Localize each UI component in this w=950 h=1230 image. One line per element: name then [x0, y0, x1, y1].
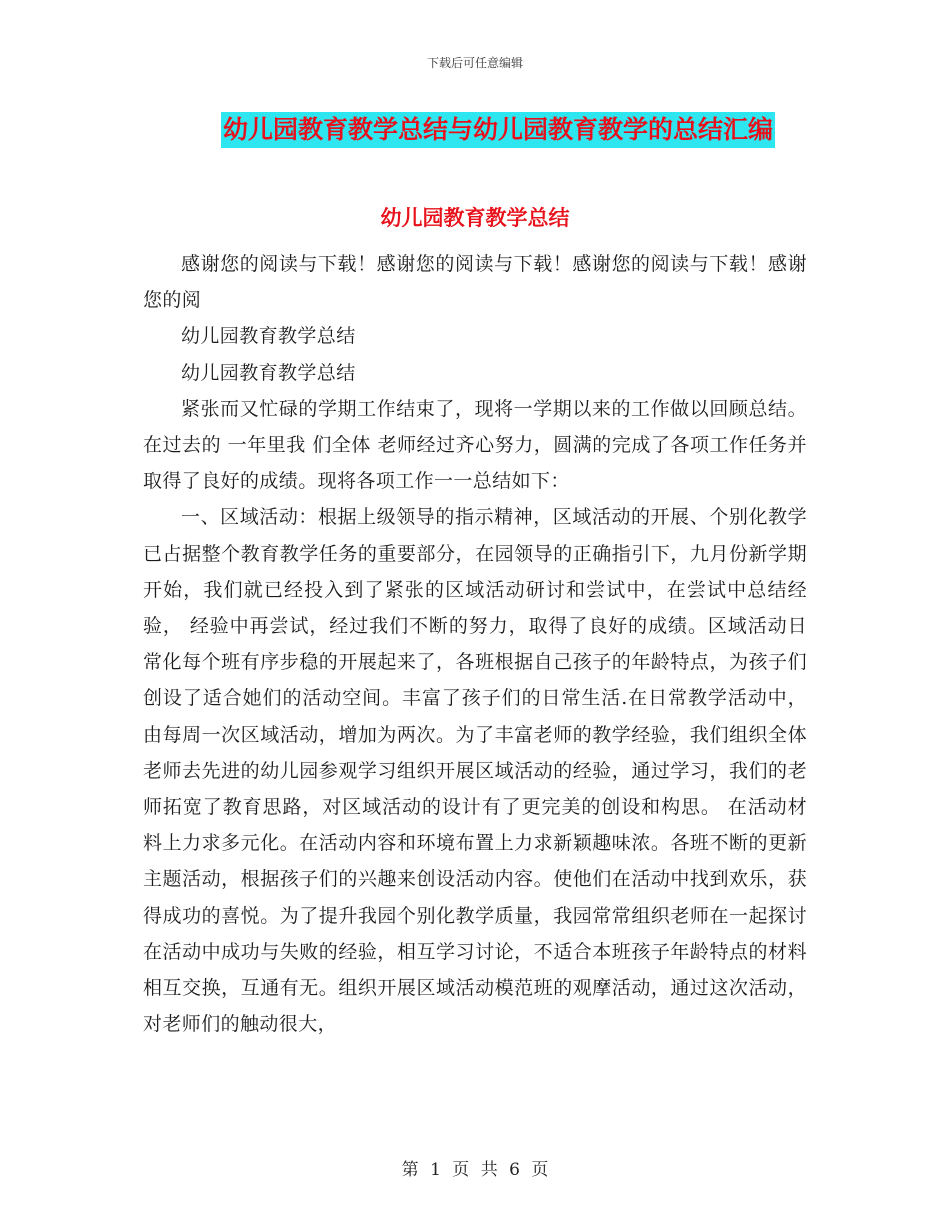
section-title: 幼儿园教育教学总结 — [380, 206, 570, 230]
header-note: 下载后可任意编辑 — [426, 56, 523, 70]
page-footer: 第 1 页 共 6 页 — [401, 1160, 549, 1180]
paragraph-subtitle-1: 幼儿园教育教学总结 — [181, 325, 356, 348]
paragraph-section-1: 一、区域活动：根据上级领导的指示精神，区域活动的开展、个别化教学已占据整个教育教学任务的重要部分，在园领导的正确指引下，九月份新学期开始，我们就已经投入到了紧张的区域活动研讨和尝试中，在尝试中总结经验， 经验中再尝试，经过我们不断的努力，取得了良好的成绩。区域活动日常化每个班有序步稳的开展起来了，各班根据自己孩子的年龄特点，为孩子们创设了适合她们的活动空间。丰富了孩子们的日常生活.在日常教学活动中，由每周一次区域活动，增加为两次。为了丰富老师的教学经验，我们组织全体老师去先进的幼儿园参观学习组织开展区域活动的经验，通过学习，我们的老师拓宽了教育思路，对区域活动的设计有了更完美的创设和构思。 在活动材料上力求多元化。在活动内容和环境布置上力求新颖趣味浓。各班不断的更新主题活动，根据孩子们的兴趣来创设活动内容。使他们在活动中找到欢乐，获得成功的喜悦。为了提升我园个别化教学质量，我园常常组织老师在一起探讨在活动中成功与失败的经验，相互学习讨论，不适合本班孩子年龄特点的材料相互交换，互通有无。组织开展区域活动模范班的观摩活动，通过这次活动，对老师们的触动很大， — [143, 506, 807, 1036]
paragraph-intro: 紧张而又忙碌的学期工作结束了，现将一学期以来的工作做以回顾总结。 在过去的 一年里我 们全体 老师经过齐心努力，圆满的完成了各项工作任务并取得了良好的成绩。现将各项工作一一总结如下： — [143, 397, 807, 493]
paragraph-subtitle-2: 幼儿园教育教学总结 — [181, 361, 356, 384]
paragraph-thanks: 感谢您的阅读与下载！感谢您的阅读与下载！感谢您的阅读与下载！感谢您的阅 — [143, 253, 807, 312]
main-title-container — [0, 112, 950, 148]
main-title: 幼儿园教育教学总结与幼儿园教育教学的总结汇编 — [221, 112, 775, 148]
document-body — [143, 246, 807, 1042]
